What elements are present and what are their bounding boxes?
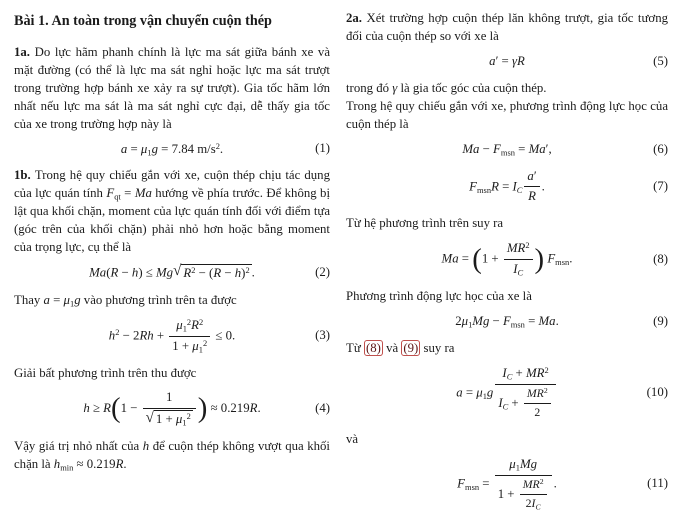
- subscript: 1: [182, 418, 187, 429]
- fraction-numerator: [495, 456, 552, 476]
- paragraph-text: [346, 289, 532, 303]
- equation: [346, 365, 668, 422]
- math-variable: Mg: [472, 314, 490, 329]
- right-column: [346, 10, 668, 522]
- fraction: [524, 386, 551, 422]
- fraction-numerator: [504, 240, 533, 260]
- radical-sign: √: [173, 263, 182, 280]
- paragraph: [14, 44, 330, 134]
- text-run: 1 +: [481, 251, 502, 266]
- text-run: − (: [195, 265, 214, 280]
- subscript: msn: [555, 257, 570, 268]
- math-variable: R: [183, 265, 192, 280]
- paragraph: [346, 10, 668, 46]
- math-variable: F: [502, 314, 511, 329]
- fraction-denominator: [143, 409, 196, 429]
- equation-number: (6): [653, 141, 668, 156]
- equation-body: Ma = (1 + $\frac{MR^2}{I_C}$ ) $F_{msn}$.: [441, 240, 573, 278]
- subscript: 1: [69, 298, 75, 309]
- math-variable: g: [151, 141, 158, 156]
- text-run: .: [123, 457, 127, 472]
- text-run: hướng về phía trước. Để không bị lật qua khối chặn, moment của lực quán tính đối với điểm tựa (góc trên của khối chặn) phải nhỏ hơn hoặc bằng moment của trọng lực, cụ thể là: [14, 186, 331, 255]
- text-run: ): [241, 265, 246, 280]
- math-variable: h: [108, 328, 116, 343]
- paragraph-text: [346, 11, 668, 43]
- paragraph: [14, 365, 330, 383]
- text-run: =: [127, 141, 141, 156]
- paragraph: [346, 340, 668, 358]
- paragraph-text: [14, 366, 196, 380]
- subscript: C: [517, 267, 524, 278]
- superscript: 2: [186, 411, 191, 422]
- text-run: =: [462, 385, 477, 400]
- subscript: msn: [465, 481, 480, 492]
- text-run: .: [555, 314, 559, 329]
- math-variable: Mg: [156, 265, 174, 280]
- math-variable: F: [106, 186, 115, 201]
- text-run: Xét trường hợp cuộn thép lăn không trượt, gia tốc tương đối của cuộn thép so với xe là: [346, 11, 668, 43]
- equation: [346, 53, 668, 71]
- text-run: − 2: [119, 328, 140, 343]
- math-variable: μ: [176, 317, 183, 332]
- paragraph-text: [14, 168, 330, 254]
- text-run: =: [120, 186, 135, 201]
- paragraph: [14, 292, 330, 310]
- math-variable: R: [249, 401, 258, 416]
- math-variable: R: [103, 401, 111, 416]
- fraction: [504, 240, 533, 279]
- math-variable: h: [83, 401, 90, 416]
- equation-body: [469, 168, 545, 207]
- subscript: 1: [147, 147, 152, 158]
- text-run: =: [498, 178, 513, 193]
- text-run: 2: [534, 406, 541, 420]
- equation-number: (9): [653, 314, 668, 329]
- text-run: .: [541, 178, 545, 193]
- text-run: ′: [533, 168, 537, 183]
- text-run: −: [489, 314, 503, 329]
- fraction-numerator: [169, 317, 210, 337]
- math-variable: h: [234, 265, 242, 280]
- equation-number: (7): [653, 179, 668, 194]
- text-run: Giải bất phương trình trên thu được: [14, 365, 197, 380]
- fraction-denominator: [520, 495, 547, 512]
- superscript: 2: [245, 264, 250, 275]
- fraction-numerator: [143, 389, 196, 409]
- math-variable: Mg: [519, 456, 538, 471]
- paragraph: [346, 215, 668, 233]
- text-run: và: [382, 341, 402, 356]
- equation-number: (4): [315, 401, 330, 416]
- equation-body: [89, 264, 255, 283]
- subscript: 1: [198, 344, 203, 355]
- math-variable: R: [115, 457, 124, 472]
- fraction-numerator: [495, 365, 555, 385]
- math-variable: a: [489, 53, 496, 68]
- text-run: ≤ 0.: [212, 328, 236, 343]
- text-run: 1 +: [497, 486, 518, 501]
- fraction: [169, 317, 210, 356]
- math-variable: h: [131, 265, 139, 280]
- equation-ref-link[interactable]: (8): [365, 341, 381, 356]
- math-variable: MR: [526, 386, 544, 400]
- equation: [14, 317, 330, 356]
- superscript: 2: [115, 326, 120, 337]
- equation: [14, 140, 330, 158]
- subscript: msn: [476, 184, 492, 195]
- math-variable: I: [513, 262, 518, 277]
- paragraph-text: [14, 439, 330, 471]
- subscript: C: [502, 401, 509, 412]
- math-variable: μ: [461, 314, 469, 329]
- math-variable: a: [527, 168, 534, 183]
- math-variable: I: [502, 365, 507, 380]
- superscript: 2: [525, 240, 530, 251]
- paragraph-text: [346, 432, 358, 446]
- math-variable: MR: [525, 365, 545, 380]
- text-run: −: [118, 265, 132, 280]
- fraction: [495, 365, 555, 422]
- math-variable: R: [528, 189, 536, 204]
- paragraph: [346, 431, 668, 449]
- document-title: Bài 1. An toàn trong vận chuyển cuộn thép: [14, 13, 272, 29]
- math-variable: μ: [140, 141, 148, 156]
- equation-number: (11): [647, 476, 668, 491]
- equation-body: [456, 365, 558, 422]
- math-variable: I: [512, 178, 517, 193]
- text-run: ′,: [545, 141, 552, 156]
- text-run: là gia tốc góc của cuộn thép.: [397, 80, 547, 95]
- subscript: msn: [510, 319, 525, 330]
- subscript: qt: [114, 192, 121, 203]
- superscript: 2: [543, 385, 548, 395]
- equation-body: [489, 53, 525, 71]
- superscript: 2: [191, 264, 196, 275]
- subscript: C: [535, 502, 541, 512]
- equation: [346, 456, 668, 513]
- text-run: =: [524, 314, 539, 329]
- text-run: .: [251, 265, 255, 280]
- equation: [346, 240, 668, 279]
- fraction-numerator: [524, 168, 539, 188]
- math-variable: I: [498, 395, 503, 410]
- math-variable: Ma: [462, 141, 480, 156]
- paragraph-text: [14, 293, 237, 307]
- math-variable: Ma: [441, 251, 459, 266]
- equation-body: [462, 141, 551, 159]
- fraction-denominator: [504, 260, 533, 279]
- paragraph: [346, 288, 668, 306]
- paragraph-text: [14, 45, 330, 131]
- text-run: 1: [166, 390, 173, 405]
- text-run: để cuộn thép không vượt qua khối chặn là: [14, 439, 330, 472]
- equation: [14, 264, 330, 283]
- fraction: [524, 168, 539, 207]
- subscript: C: [506, 371, 513, 382]
- radical-sign: √: [145, 409, 154, 426]
- text-run: =: [458, 251, 473, 266]
- subscript: 1: [468, 319, 473, 330]
- text-run: 2: [455, 314, 462, 329]
- text-run: ≈ 0.219: [207, 401, 250, 416]
- subscript: min: [60, 462, 74, 473]
- text-run: =: [514, 141, 529, 156]
- text-run: Do lực hãm phanh chính là lực ma sát giữa bánh xe và mặt đường (có thể là lực ma sát nghỉ hoặc lực ma sát trượt trong trường hợp bánh xe xảy ra sự trượt). Gia tốc hãm lớn nhất nếu lực ma sát là ma sát nghỉ cực đại, dễ thấy gia tốc của xe trong trường hợp này là: [14, 44, 331, 131]
- text-run: Từ hệ phương trình trên suy ra: [346, 216, 504, 231]
- math-variable: F: [493, 141, 501, 156]
- math-variable: μ: [476, 385, 483, 400]
- fraction: [495, 456, 552, 513]
- text-run: .: [569, 251, 573, 266]
- math-variable: a: [43, 292, 50, 307]
- square-root: [146, 410, 193, 429]
- text-run: Phương trình động lực học của xe là: [346, 289, 532, 304]
- text-run: = 7.84 m/s: [157, 141, 216, 156]
- paragraph-text: [346, 81, 668, 131]
- math-variable: a: [456, 385, 463, 400]
- paragraph-text: [346, 216, 503, 230]
- text-run: ) ≤: [138, 265, 157, 280]
- equation-number: (1): [315, 141, 330, 156]
- text-run: .: [257, 401, 261, 416]
- superscript: 2: [186, 316, 192, 327]
- text-run: =: [49, 292, 64, 307]
- superscript: 2: [539, 476, 544, 486]
- superscript: 2: [202, 337, 208, 348]
- math-variable: h: [142, 439, 150, 454]
- math-variable: R: [213, 265, 222, 280]
- bold-text: 2a.: [346, 11, 367, 25]
- text-run: +: [512, 365, 526, 380]
- subscript: C: [516, 184, 523, 195]
- text-run: (: [106, 265, 111, 280]
- text-run: Trong hệ quy chiếu gắn với xe, cuộn thép chịu tác dụng của lực quán tính: [14, 168, 330, 201]
- text-run: −: [479, 141, 494, 156]
- math-variable: R: [191, 317, 199, 332]
- superscript: 2: [544, 364, 549, 375]
- subscript: 1: [182, 323, 187, 334]
- fraction-denominator: [495, 385, 555, 422]
- fraction-denominator: [495, 476, 552, 513]
- equation-body: [121, 141, 223, 159]
- equation-number: (5): [653, 53, 668, 68]
- text-run: ≈ 0.219: [73, 457, 116, 472]
- text-run: 1 −: [120, 401, 141, 416]
- math-variable: I: [531, 497, 536, 511]
- math-variable: μ: [192, 338, 199, 353]
- math-variable: μ: [509, 456, 516, 471]
- fraction: [520, 477, 547, 513]
- paragraph: [14, 438, 330, 474]
- equation-number: (2): [315, 265, 330, 280]
- equation-number: (8): [653, 251, 668, 266]
- math-variable: F: [547, 251, 556, 266]
- math-variable: F: [457, 476, 465, 491]
- superscript: 2: [215, 140, 220, 151]
- left-column-content: [14, 44, 330, 474]
- equation-body: [457, 456, 557, 513]
- equation-body: [109, 317, 235, 356]
- text-run: 1 +: [172, 338, 193, 353]
- paragraph: [14, 167, 330, 257]
- subscript: 1: [515, 462, 520, 473]
- equation: [346, 313, 668, 331]
- left-column: [14, 10, 330, 522]
- radicand: [154, 410, 193, 429]
- math-variable: γ: [392, 80, 398, 95]
- text-run: 1 +: [155, 412, 176, 427]
- math-variable: g: [74, 292, 81, 307]
- text-run: và: [346, 431, 359, 446]
- math-variable: μ: [63, 292, 70, 307]
- math-variable: MR: [506, 241, 526, 256]
- text-run: ′ =: [495, 53, 512, 68]
- fraction: [143, 389, 196, 429]
- text-run: Vậy giá trị nhỏ nhất của: [14, 439, 143, 454]
- text-run: 2: [525, 497, 532, 511]
- text-run: .: [219, 141, 224, 156]
- math-variable: R: [110, 265, 119, 280]
- text-run: +: [508, 395, 522, 410]
- equation-number: (10): [646, 385, 668, 400]
- fraction-denominator: [169, 337, 210, 356]
- math-variable: F: [469, 178, 477, 193]
- fraction-numerator: [524, 386, 551, 404]
- text-run: Thay: [14, 292, 44, 307]
- text-run: .: [553, 476, 557, 491]
- text-run: trong đó: [346, 80, 393, 95]
- math-variable: h: [53, 457, 61, 472]
- math-variable: μ: [175, 412, 183, 427]
- subscript: msn: [500, 147, 515, 158]
- right-column-content: [346, 10, 668, 513]
- math-variable: Ma: [528, 141, 546, 156]
- fraction-denominator: [524, 187, 539, 206]
- paragraph-text: [346, 340, 454, 356]
- equation: [14, 389, 330, 429]
- square-root: [173, 264, 252, 283]
- math-variable: γR: [511, 53, 525, 68]
- equation: [346, 141, 668, 159]
- paragraph: [346, 80, 668, 134]
- bold-text: 1a.: [14, 44, 35, 59]
- math-variable: Ma: [538, 314, 556, 329]
- text-run: =: [479, 476, 493, 491]
- fraction-numerator: [520, 477, 547, 495]
- bold-text: 1b.: [14, 168, 35, 183]
- math-variable: MR: [522, 477, 540, 491]
- equation: [346, 168, 668, 207]
- text-run: +: [153, 328, 168, 343]
- equation-body: h ≥ R(1 − 1 √ $1 + \mu_1^2$ ) ≈ 0.219R.: [83, 390, 261, 429]
- math-variable: Ma: [134, 186, 152, 201]
- equation-body: [455, 313, 559, 331]
- math-variable: g: [486, 385, 494, 400]
- math-variable: a: [120, 141, 128, 156]
- text-run: vào phương trình trên ta được: [80, 292, 237, 307]
- subscript: 1: [482, 391, 487, 401]
- text-run: Từ: [346, 341, 364, 356]
- math-variable: Ma: [89, 265, 107, 280]
- radicand: [181, 264, 251, 283]
- text-run: −: [221, 265, 235, 280]
- math-variable: Rh: [139, 328, 154, 343]
- superscript: 2: [198, 316, 204, 327]
- text-run: ≥: [89, 401, 104, 416]
- equation-number: (3): [315, 328, 330, 343]
- text-run: suy ra: [420, 341, 455, 356]
- text-run: Trong hệ quy chiếu gắn với xe, phương trình động lực học của cuộn thép là: [346, 98, 668, 131]
- fraction-denominator: [524, 404, 551, 421]
- math-variable: R: [491, 178, 499, 193]
- equation-ref-link[interactable]: (9): [403, 341, 419, 356]
